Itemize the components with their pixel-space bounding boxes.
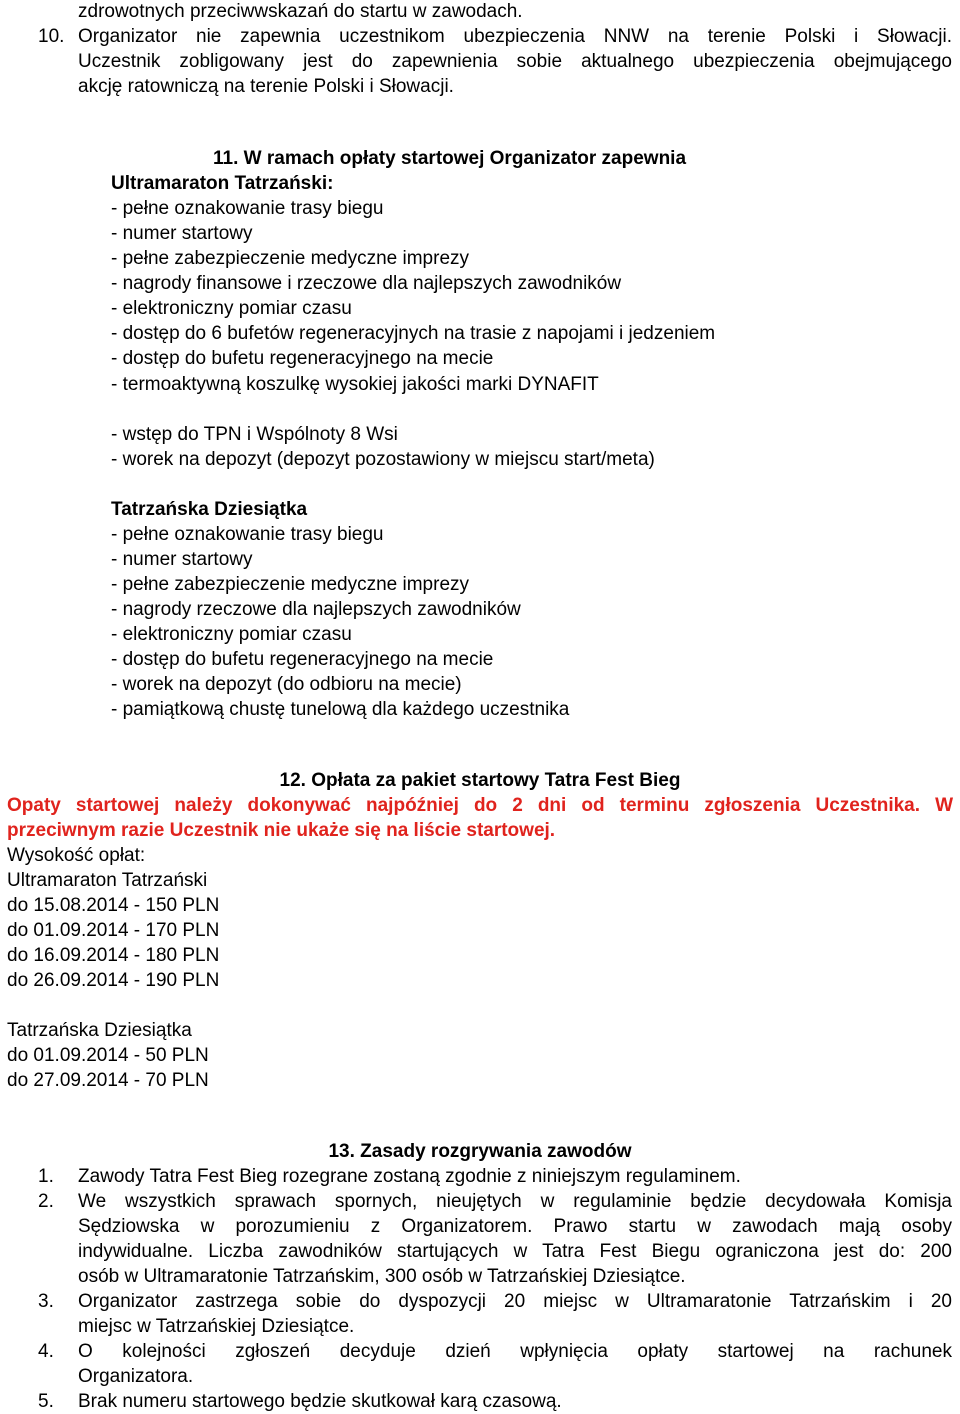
text-line: akcję ratowniczą na terenie Polski i Słowacji.: [78, 76, 454, 97]
text-line: O kolejności zgłoszeń decyduje dzień wpłynięcia opłaty startowej na rachunek: [78, 1341, 952, 1362]
list-item: - worek na depozyt (do odbioru na mecie): [111, 674, 462, 695]
dziesiatka-title: Tatrzańska Dziesiątka: [111, 499, 308, 520]
list-item: - elektroniczny pomiar czasu: [111, 298, 352, 319]
item-number: 4.: [38, 1341, 54, 1362]
list-item: - nagrody finansowe i rzeczowe dla najlepszych zawodników: [111, 273, 622, 294]
text-line: Organizator nie zapewnia uczestnikom ubezpieczenia NNW na terenie Polski i Słowacji.: [78, 26, 952, 47]
list-item: - dostęp do bufetu regeneracyjnego na mecie: [111, 348, 494, 369]
fee-line: do 16.09.2014 - 180 PLN: [7, 945, 220, 966]
text-line: We wszystkich sprawach spornych, nieujętych w regulaminie będzie decydowała Komisja: [78, 1191, 952, 1212]
text-line: osób w Ultramaratonie Tatrzańskim, 300 osób w Tatrzańskiej Dziesiątce.: [78, 1266, 686, 1287]
list-item: - worek na depozyt (depozyt pozostawiony w miejscu start/meta): [111, 449, 655, 470]
item-number: 2.: [38, 1191, 54, 1212]
warning-text: przeciwnym razie Uczestnik nie ukaże się na liście startowej.: [7, 820, 556, 841]
list-item: - numer startowy: [111, 223, 253, 244]
fee-group-title: Tatrzańska Dziesiątka: [7, 1020, 192, 1041]
text-line: Brak numeru startowego będzie skutkował karą czasową.: [78, 1391, 562, 1412]
list-item: - pełne zabezpieczenie medyczne imprezy: [111, 248, 470, 269]
fee-line: do 01.09.2014 - 50 PLN: [7, 1045, 209, 1066]
fee-line: do 01.09.2014 - 170 PLN: [7, 920, 220, 941]
list-item: - dostęp do bufetu regeneracyjnego na mecie: [111, 649, 494, 670]
list-item: - termoaktywną koszulkę wysokiej jakości marki DYNAFIT: [111, 374, 599, 395]
section-12-heading: 12. Opłata za pakiet startowy Tatra Fest Bieg: [279, 770, 681, 791]
text-line: Sędziowska w porozumieniu z Organizatorem. Prawo startu w zawodach mają osoby: [78, 1216, 952, 1237]
text-line: Organizator zastrzega sobie do dyspozycji 20 miejsc w Ultramaratonie Tatrzańskim i 20: [78, 1291, 952, 1312]
section-11-heading: 11. W ramach opłaty startowej Organizator zapewnia: [213, 148, 687, 169]
item-number: 10.: [38, 26, 65, 47]
text-line: indywidualne. Liczba zawodników startujących w Tatra Fest Biegu ograniczona jest do: 200: [78, 1241, 952, 1262]
fee-line: do 26.09.2014 - 190 PLN: [7, 970, 220, 991]
item-number: 1.: [38, 1166, 54, 1187]
text-line: Organizatora.: [78, 1366, 194, 1387]
text-line: Zawody Tatra Fest Bieg rozegrane zostaną zgodnie z niniejszym regulaminem.: [78, 1166, 741, 1187]
section-13-heading: 13. Zasady rozgrywania zawodów: [328, 1141, 632, 1162]
list-item: - pełne oznakowanie trasy biegu: [111, 524, 384, 545]
ultramaraton-title: Ultramaraton Tatrzański:: [111, 173, 334, 194]
list-item: - pełne zabezpieczenie medyczne imprezy: [111, 574, 470, 595]
warning-text: Opaty startowej należy dokonywać najpóźniej do 2 dni od terminu zgłoszenia Uczestnika. W: [7, 795, 953, 816]
list-item: - numer startowy: [111, 549, 253, 570]
list-item: - pamiątkową chustę tunelową dla każdego uczestnika: [111, 699, 570, 720]
list-item: - wstęp do TPN i Wspólnoty 8 Wsi: [111, 424, 398, 445]
list-item: - dostęp do 6 bufetów regeneracyjnych na trasie z napojami i jedzeniem: [111, 323, 716, 344]
fees-label: Wysokość opłat:: [7, 845, 146, 866]
fee-group-title: Ultramaraton Tatrzański: [7, 870, 208, 891]
list-item: - elektroniczny pomiar czasu: [111, 624, 352, 645]
list-item: - nagrody rzeczowe dla najlepszych zawodników: [111, 599, 521, 620]
item-number: 5.: [38, 1391, 54, 1412]
item-number: 3.: [38, 1291, 54, 1312]
text-line: Uczestnik zobligowany jest do zapewnienia sobie aktualnego ubezpieczenia obejmującego: [78, 51, 952, 72]
text-line: miejsc w Tatrzańskiej Dziesiątce.: [78, 1316, 355, 1337]
text-line: zdrowotnych przeciwwskazań do startu w zawodach.: [78, 1, 523, 22]
list-item: - pełne oznakowanie trasy biegu: [111, 198, 384, 219]
fee-line: do 27.09.2014 - 70 PLN: [7, 1070, 209, 1091]
fee-line: do 15.08.2014 - 150 PLN: [7, 895, 220, 916]
